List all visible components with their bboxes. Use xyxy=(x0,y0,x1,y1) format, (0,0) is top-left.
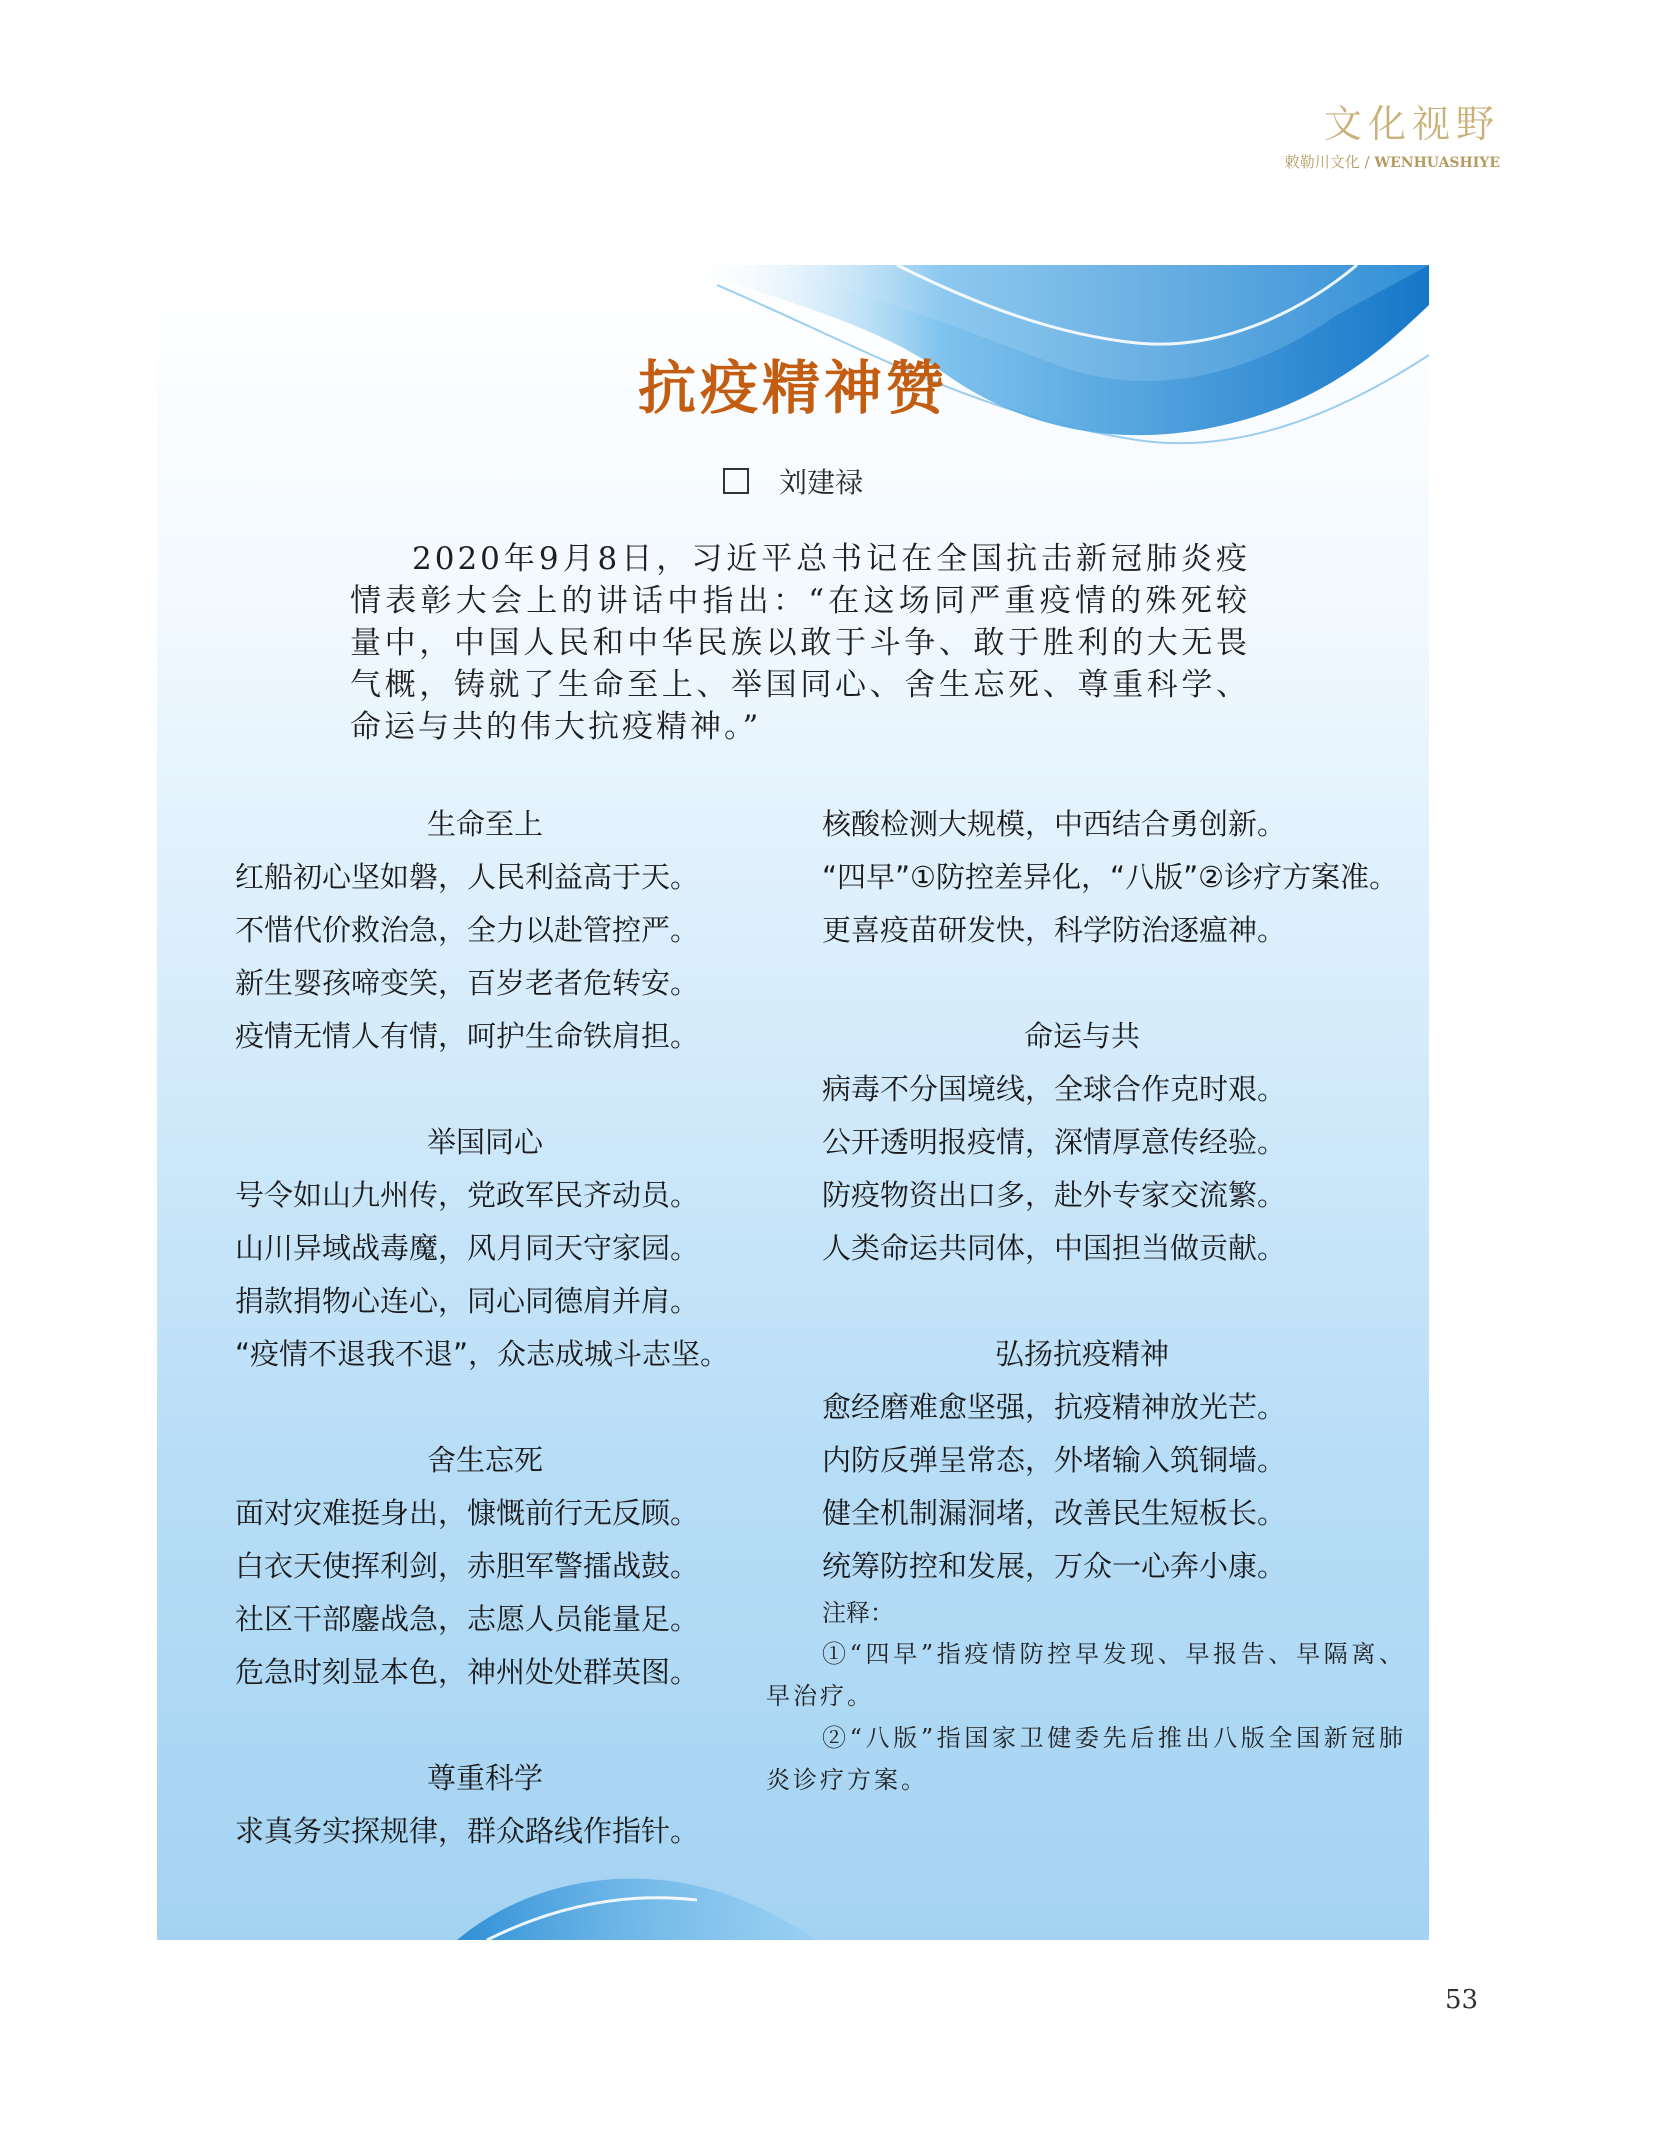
intro-text: 2020年9月8日，习近平总书记在全国抗击新冠肺炎疫情表彰大会上的讲话中指出：“在这场同严重疫情的殊死较量中，中国人民和中华民族以敢于斗争、敢于胜利的大无畏气概，铸就了生命至上、举国同心、舍生忘死、尊重科学、命运与共的伟大抗疫精神。” xyxy=(350,541,1250,745)
footnote: ①“四早”指疫情防控早发现、早报告、早隔离、早治疗。 xyxy=(766,1640,1406,1710)
poem-line: 内防反弹呈常态，外堵输入筑铜墙。 xyxy=(822,1443,1287,1477)
poem-line: “四早”①防控差异化，“八版”②诊疗方案准。 xyxy=(822,860,1399,894)
poem-section xyxy=(822,1010,1392,1275)
poem-line: 红船初心坚如磐，人民利益高于天。 xyxy=(235,860,700,894)
article-title: 抗疫精神赞 xyxy=(637,354,948,422)
poem-line: 愈经磨难愈坚强，抗疫精神放光芒。 xyxy=(822,1390,1287,1424)
author-name: 刘建禄 xyxy=(778,466,863,499)
section-heading: 尊重科学 xyxy=(426,1761,543,1795)
left-column xyxy=(235,798,795,1858)
footnotes xyxy=(766,1593,1406,1801)
right-column xyxy=(766,798,1406,1801)
article-panel xyxy=(157,265,1429,1940)
poem-line: 号令如山九州传，党政军民齐动员。 xyxy=(235,1178,700,1212)
section-subtitle xyxy=(1285,152,1500,173)
poem-continuation xyxy=(822,798,1399,957)
intro-paragraph xyxy=(350,538,1250,748)
section-heading: 弘扬抗疫精神 xyxy=(994,1337,1169,1371)
page-number: 53 xyxy=(1445,1985,1479,2015)
poem-line: 山川异域战毒魔，风月同天守家园。 xyxy=(235,1231,700,1265)
poem-line: 人类命运共同体，中国担当做贡献。 xyxy=(822,1231,1287,1265)
section-title: 文化视野 xyxy=(1323,102,1500,146)
poem-section xyxy=(235,1752,795,1858)
footnotes-heading: 注释： xyxy=(822,1599,894,1627)
poem-line: 捐款捐物心连心，同心同德肩并肩。 xyxy=(235,1284,700,1318)
poem-line: 白衣天使挥利剑，赤胆军警擂战鼓。 xyxy=(235,1549,700,1583)
poem-line: “疫情不退我不退”，众志成城斗志坚。 xyxy=(235,1337,730,1371)
poem-line: 不惜代价救治急，全力以赴管控严。 xyxy=(235,913,700,947)
poem-line: 核酸检测大规模，中西结合勇创新。 xyxy=(822,807,1287,841)
bottom-wave-decoration xyxy=(157,1870,1429,1940)
poem-line: 新生婴孩啼变笑，百岁老者危转安。 xyxy=(235,966,700,1000)
section-subtitle-slash: / xyxy=(1359,153,1375,171)
poem-line: 病毒不分国境线，全球合作克时艰。 xyxy=(822,1072,1287,1106)
section-heading: 生命至上 xyxy=(426,807,543,841)
section-subtitle-en: WENHUASHIYE xyxy=(1374,155,1500,171)
poem-line: 统筹防控和发展，万众一心奔小康。 xyxy=(822,1549,1287,1583)
footnote: ②“八版”指国家卫健委先后推出八版全国新冠肺炎诊疗方案。 xyxy=(766,1724,1406,1794)
section-subtitle-cn: 敕勒川文化 xyxy=(1284,153,1360,171)
poem-line: 求真务实探规律，群众路线作指针。 xyxy=(235,1814,700,1848)
poem-line: 公开透明报疫情，深情厚意传经验。 xyxy=(822,1125,1287,1159)
author-line xyxy=(157,465,1429,501)
poem-line: 危急时刻显本色，神州处处群英图。 xyxy=(235,1655,700,1689)
section-heading: 命运与共 xyxy=(1023,1019,1140,1053)
poem-section xyxy=(822,1328,1392,1593)
poem-line: 社区干部鏖战急，志愿人员能量足。 xyxy=(235,1602,700,1636)
poem-line: 更喜疫苗研发快，科学防治逐瘟神。 xyxy=(822,913,1287,947)
poem-line: 防疫物资出口多，赴外专家交流繁。 xyxy=(822,1178,1287,1212)
poem-line: 疫情无情人有情，呵护生命铁肩担。 xyxy=(235,1019,700,1053)
section-heading: 举国同心 xyxy=(426,1125,543,1159)
poem-line: 面对灾难挺身出，慷慨前行无反顾。 xyxy=(235,1496,700,1530)
page-header xyxy=(1285,100,1500,173)
poem-line: 健全机制漏洞堵，改善民生短板长。 xyxy=(822,1496,1287,1530)
author-box-icon xyxy=(723,468,749,494)
section-heading: 舍生忘死 xyxy=(426,1443,543,1477)
